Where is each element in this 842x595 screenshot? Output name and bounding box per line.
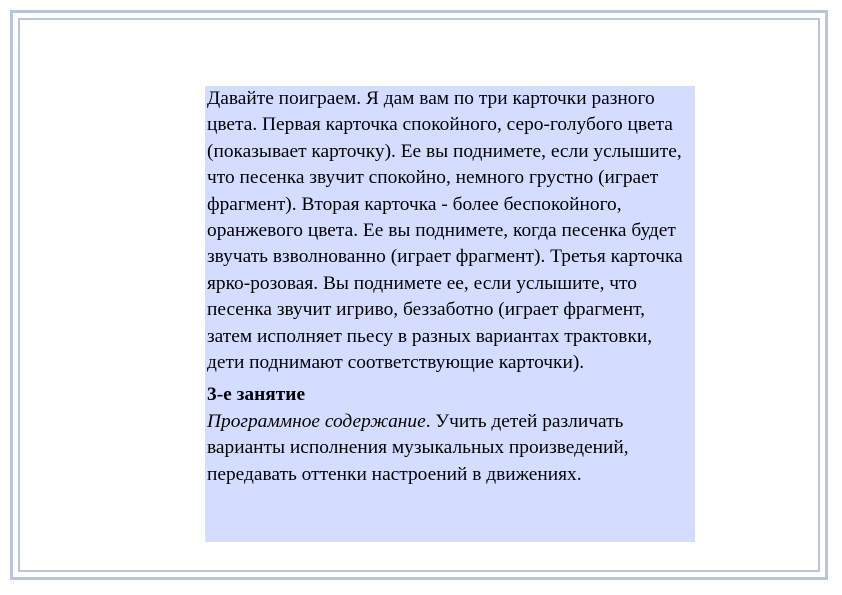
program-content-paragraph: [207, 409, 689, 488]
program-content-text: . Учить детей различать варианты исполнения музыкальных произведений, передавать оттенки настроений в движениях.: [207, 410, 629, 485]
slide-text-box: [205, 86, 695, 542]
lesson-heading: 3-е занятие: [207, 384, 306, 406]
program-content-label: Программное содержание: [207, 410, 426, 432]
lesson-description-paragraph: Давайте поиграем. Я дам вам по три карточки разного цвета. Первая карточка спокойного, серо-голубого цвета (показывает карточку). Ее вы поднимете, если услышите, что песенка звучит спокойно, немного грустно (играет фрагмент). Вторая карточка - более беспокойного, оранжевого цвета. Ее вы поднимете, когда песенка будет звучать взволнованно (играет фрагмент). Третья карточка ярко-розовая. Вы поднимете ее, если услышите, что песенка звучит игриво, беззаботно (играет фрагмент, затем исполняет пьесу в разных вариантах трактовки, дети поднимают соответствующие карточки).: [207, 88, 683, 374]
